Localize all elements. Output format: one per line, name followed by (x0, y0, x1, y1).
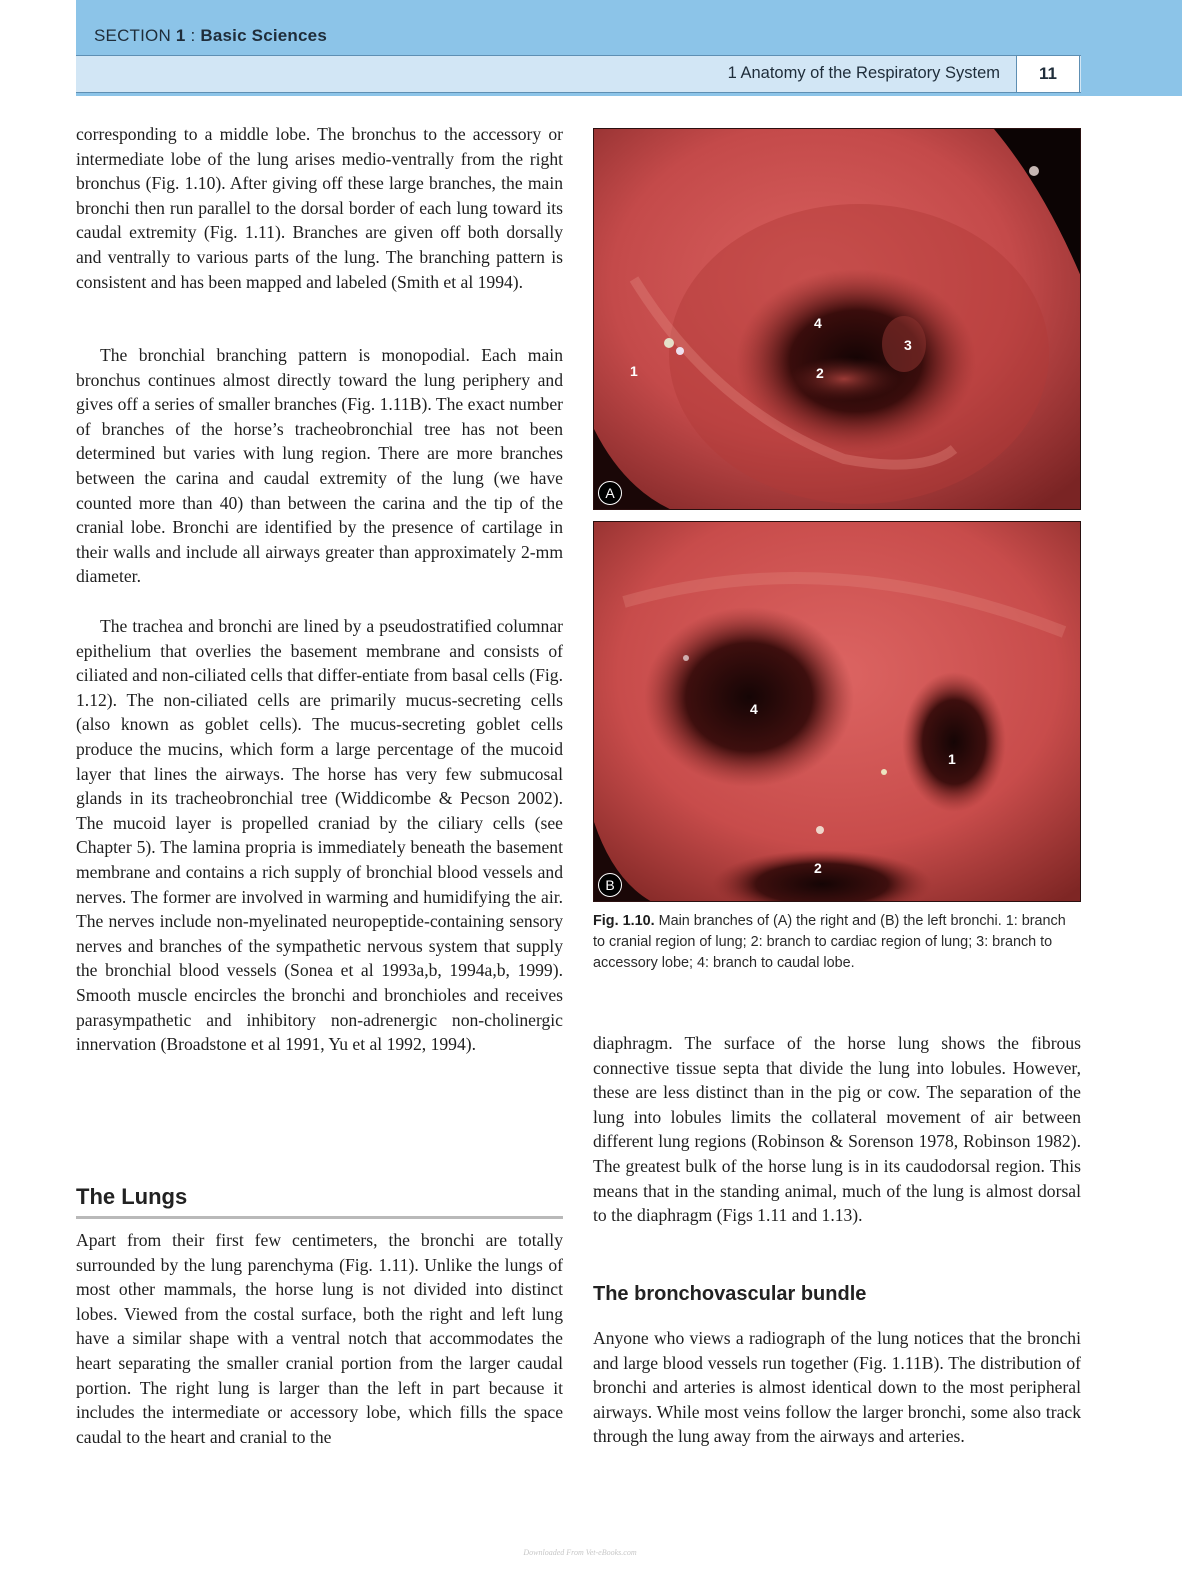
figure-panel-b (593, 521, 1081, 902)
caption-label: Fig. 1.10. (593, 913, 655, 929)
label-4: 4 (814, 315, 822, 331)
body-paragraph: The trachea and bronchi are lined by a pseudostratified columnar epithelium that overlies the basement membrane and consists of ciliated and non-ciliated cells that differ-entiate from basal cells (Fig. 1.12). The non-ciliated cells are primarily mucus-secreting cells (also known as goblet cells). The mucus-secreting goblet cells produce the mucins, which form a large percentage of the mucoid layer that lines the airways. The horse has very few submucosal glands in its tracheobronchial tree (Widdicombe & Pecson 2002). The mucoid layer is propelled craniad by the ciliary cells (see Chapter 5). The lamina propria is immediately beneath the basement membrane and contains a rich supply of bronchial blood vessels and nerves. The former are involved in warming and humidifying the air. The nerves include non-myelinated neuropeptide-containing sensory nerves and branches of the sympathetic nervous system that supply the bronchial blood vessels (Sonea et al 1993a,b, 1994a,b, 1999). Smooth muscle encircles the bronchi and bronchioles and receives parasympathetic and inhibitory non-adrenergic non-cholinergic innervation (Broadstone et al 1991, Yu et al 1992, 1994). (76, 616, 563, 1055)
label-2: 2 (814, 860, 822, 876)
body-paragraph: Anyone who views a radiograph of the lung notices that the bronchi and large blood vessels run together (Fig. 1.11B). The distribution of bronchi and arteries is almost identical down to the most peripheral airways. While most veins follow the larger bronchi, some also track through the lung away from the airways and arteries. (593, 1328, 1081, 1447)
label-1: 1 (630, 363, 638, 379)
label-3: 3 (904, 337, 912, 353)
label-2: 2 (816, 365, 824, 381)
label-1: 1 (948, 751, 956, 767)
endoscopy-image-b (594, 522, 1081, 902)
footer-watermark: Downloaded From Vet-eBooks.com (523, 1548, 637, 1557)
body-paragraph: corresponding to a middle lobe. The bronchus to the accessory or intermediate lobe of the lung arises medio-ventrally from the right bronchus (Fig. 1.10). After giving off these large branches, the main bronchi then run parallel to the dorsal border of each lung toward its caudal extremity (Fig. 1.11). Branches are given off both dorsally and ventrally to various parts of the lung. The branching pattern is consistent and has been mapped and labeled (Smith et al 1994). (76, 124, 563, 292)
chapter-title: 1 Anatomy of the Respiratory System (727, 64, 1000, 82)
section-heading: The Lungs (76, 1184, 563, 1219)
section-title: SECTION 1 : Basic Sciences (94, 26, 327, 45)
caption-text: Main branches of (A) the right and (B) the left bronchi. 1: branch to cranial region of lung; 2: branch to cardiac region of lung; 3: branch to accessory lobe; 4: branch to caudal lobe. (593, 913, 1066, 971)
figure-panel-a (593, 128, 1081, 510)
body-paragraph: Apart from their first few centimeters, the bronchi are totally surrounded by the lung parenchyma (Fig. 1.11). Unlike the lungs of most other mammals, the horse lung is not divided into distinct lobes. Viewed from the costal surface, both the right and left lung have a similar shape with a ventral notch that accommodates the heart separating the smaller cranial portion from the larger caudal portion. The right lung is larger than the left in part because it includes the intermediate or accessory lobe, which fills the space caudal to the heart and cranial to the (76, 1230, 563, 1447)
panel-badge-a: A (598, 481, 622, 505)
endoscopy-image-a (594, 129, 1081, 510)
body-paragraph: The bronchial branching pattern is monopodial. Each main bronchus continues almost directly toward the lung periphery and gives off a series of smaller branches (Fig. 1.11B). The exact number of branches of the horse’s tracheobronchial tree has not been determined but varies with lung region. There are more branches between the carina and caudal extremity of the lung (we have counted more than 40) than between the carina and the tip of the cranial lobe. Bronchi are identified by the presence of cartilage in their walls and include all airways greater than approximately 2-mm diameter. (76, 345, 563, 587)
body-paragraph: diaphragm. The surface of the horse lung shows the fibrous connective tissue septa that divide the lung into lobules. However, these are less distinct than in the pig or cow. The separation of the lung into lobules limits the collateral movement of air between different lung regions (Robinson & Sorenson 1978, Robinson 1982). The greatest bulk of the horse lung is in its caudodorsal region. This means that in the standing animal, much of the lung is almost dorsal to the diaphragm (Figs 1.11 and 1.13). (593, 1033, 1081, 1226)
panel-badge-b: B (598, 873, 622, 897)
subsection-heading: The bronchovascular bundle (593, 1283, 867, 1305)
label-4: 4 (750, 701, 758, 717)
figure-caption (593, 911, 1081, 974)
page-number: 11 (1039, 64, 1057, 83)
